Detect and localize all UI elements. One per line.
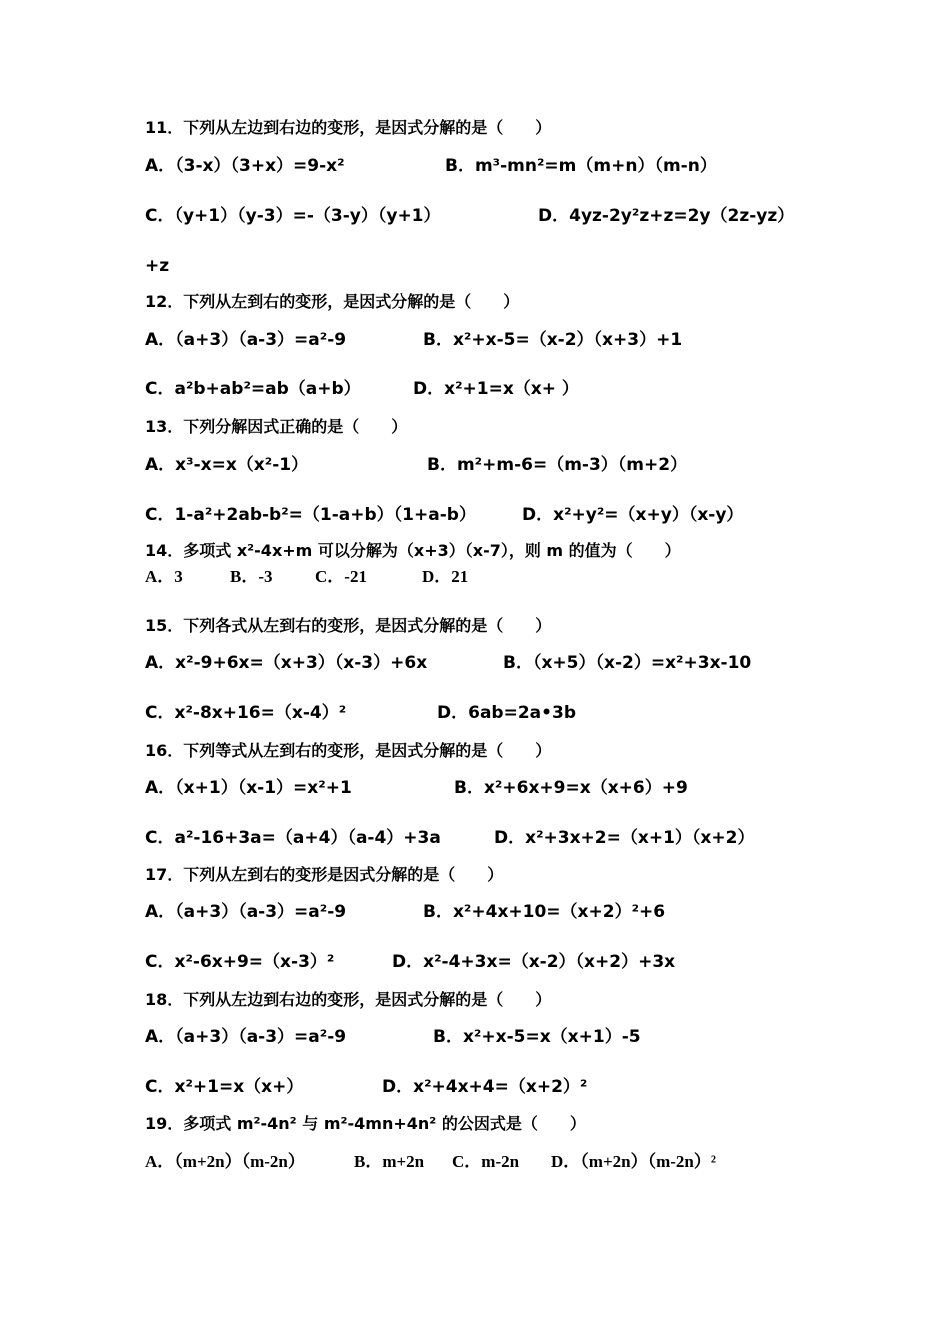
q16-option-b: B．x²+6x+9=x（x+6）+9 [454,778,688,798]
q17-option-d: D．x²-4+3x=（x-2）（x+2）+3x [392,952,676,972]
q11-option-a: A．（3-x）（3+x）=9-x² [145,156,345,176]
q14-stem: 14．多项式 x²-4x+m 可以分解为（x+3）（x-7），则 m 的值为（ ） [145,541,681,560]
q17-option-b: B．x²+4x+10=（x+2）²+6 [423,902,666,922]
q12-option-c: C．a²b+ab²=ab（a+b） [145,379,361,399]
q12-option-d: D．x²+1=x（x+ ） [413,379,579,399]
q19-option-a: A．（m+2n）（m-2n） [145,1152,305,1171]
q12-stem: 12．下列从左到右的变形，是因式分解的是（ ） [145,292,520,311]
q17-option-a: A．（a+3）（a-3）=a²-9 [145,902,347,922]
q13-option-b: B．m²+m-6=（m-3）（m+2） [427,455,688,475]
q17-stem: 17．下列从左到右的变形是因式分解的是（ ） [145,865,504,884]
q19-option-d: D．（m+2n）（m-2n）² [551,1152,716,1171]
q16-option-d: D．x²+3x+2=（x+1）（x+2） [494,828,755,848]
q18-stem: 18．下列从左边到右边的变形，是因式分解的是（ ） [145,990,552,1009]
q13-option-d: D．x²+y²=（x+y）（x-y） [522,505,744,525]
q13-option-a: A．x³-x=x（x²-1） [145,455,309,475]
q12-option-b: B．x²+x-5=（x-2）（x+3）+1 [423,330,683,350]
q15-option-c: C．x²-8x+16=（x-4）² [145,703,347,723]
q11-stem: 11．下列从左边到右边的变形，是因式分解的是（ ） [145,118,552,137]
q14-option-c: C．-21 [315,567,367,586]
q15-option-a: A．x²-9+6x=（x+3）（x-3）+6x [145,653,428,673]
q16-option-c: C．a²-16+3a=（a+4）（a-4）+3a [145,828,441,848]
q15-option-b: B．（x+5）（x-2）=x²+3x-10 [503,653,752,673]
q11-option-d-continued: +z [145,256,170,276]
q11-option-b: B．m³-mn²=m（m+n）（m-n） [445,156,717,176]
q13-option-c: C．1-a²+2ab-b²=（1-a+b）（1+a-b） [145,505,476,525]
q19-stem: 19．多项式 m²-4n² 与 m²-4mn+4n² 的公因式是（ ） [145,1114,586,1133]
q13-stem: 13．下列分解因式正确的是（ ） [145,417,408,436]
q17-option-c: C．x²-6x+9=（x-3）² [145,952,335,972]
q11-option-d: D．4yz-2y²z+z=2y（2z-yz） [538,206,795,226]
q14-option-b: B．-3 [230,567,273,586]
q15-stem: 15．下列各式从左到右的变形，是因式分解的是（ ） [145,616,552,635]
q18-option-a: A．（a+3）（a-3）=a²-9 [145,1027,347,1047]
q12-option-a: A．（a+3）（a-3）=a²-9 [145,330,347,350]
q15-option-d: D．6ab=2a•3b [437,703,576,723]
q16-stem: 16．下列等式从左到右的变形，是因式分解的是（ ） [145,741,552,760]
q18-option-d: D．x²+4x+4=（x+2）² [382,1077,588,1097]
q11-option-c: C．（y+1）（y-3）=-（3-y）（y+1） [145,206,441,226]
q19-option-c: C．m-2n [452,1152,520,1171]
q14-option-a: A．3 [145,567,183,586]
q18-option-c: C．x²+1=x（x+） [145,1077,304,1097]
q18-option-b: B．x²+x-5=x（x+1）-5 [433,1027,641,1047]
q14-option-d: D．21 [422,567,469,586]
q16-option-a: A．（x+1）（x-1）=x²+1 [145,778,352,798]
q19-option-b: B．m+2n [354,1152,425,1171]
